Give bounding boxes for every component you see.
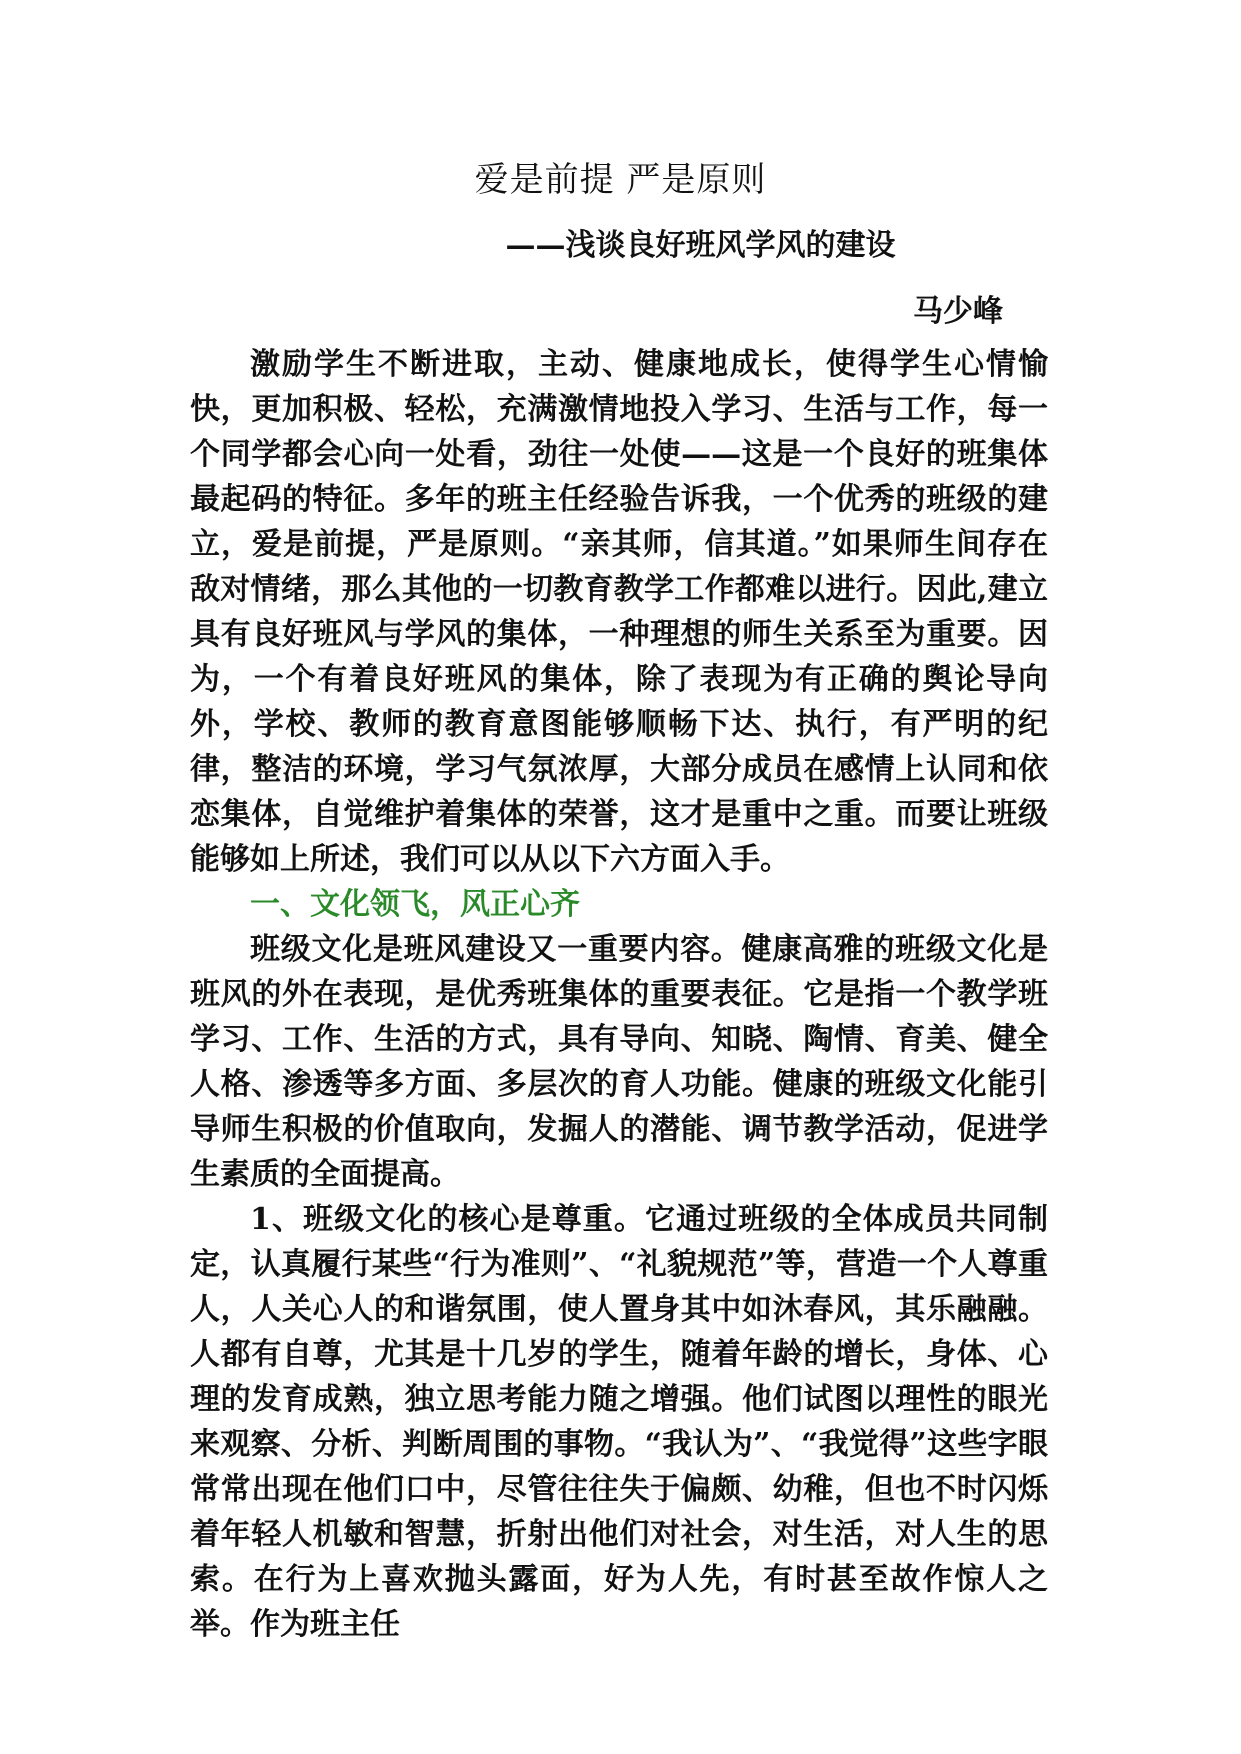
section-paragraph-1: 班级文化是班风建设又一重要内容。健康高雅的班级文化是班风的外在表现，是优秀班集体的重要表征。它是指一个教学班学习、工作、生活的方式，具有导向、知晓、陶情、育美、健全人格、渗透等多方面、多层次的育人功能。健康的班级文化能引导师生积极的价值取向，发掘人的潜能、调节教学活动，促进学生素质的全面提高。 bbox=[190, 932, 1048, 1192]
section-heading: 一、文化领飞，风正心齐 bbox=[250, 887, 580, 922]
document-body bbox=[190, 342, 1048, 1647]
author-name: 马少峰 bbox=[913, 294, 1003, 329]
document-subtitle: ——浅谈良好班风学风的建设 bbox=[505, 228, 896, 263]
section-paragraph-2: 1、班级文化的核心是尊重。它通过班级的全体成员共同制定，认真履行某些“行为准则”、“礼貌规范”等，营造一个人尊重人，人关心人的和谐氛围，使人置身其中如沐春风，其乐融融。人都有自尊，尤其是十几岁的学生，随着年龄的增长，身体、心理的发育成熟，独立思考能力随之增强。他们试图以理性的眼光来观察、分析、判断周围的事物。“我认为”、“我觉得”这些字眼常常出现在他们口中，尽管往往失于偏颇、幼稚，但也不时闪烁着年轻人机敏和智慧，折射出他们对社会，对生活，对人生的思索。在行为上喜欢抛头露面，好为人先，有时甚至故作惊人之举。作为班主任 bbox=[190, 1202, 1048, 1642]
document-title: 爱是前提 严是原则 bbox=[474, 160, 767, 200]
intro-paragraph: 激励学生不断进取，主动、健康地成长，使得学生心情愉快，更加积极、轻松，充满激情地投入学习、生活与工作，每一个同学都会心向一处看，劲往一处使——这是一个良好的班集体最起码的特征。多年的班主任经验告诉我，一个优秀的班级的建立，爱是前提，严是原则。“亲其师，信其道。”如果师生间存在敌对情绪，那么其他的一切教育教学工作都难以进行。因此,建立具有良好班风与学风的集体，一种理想的师生关系至为重要。因为，一个有着良好班风的集体，除了表现为有正确的舆论导向外，学校、教师的教育意图能够顺畅下达、执行，有严明的纪律，整洁的环境，学习气氛浓厚，大部分成员在感情上认同和依恋集体，自觉维护着集体的荣誉，这才是重中之重。而要让班级能够如上所述，我们可以从以下六方面入手。 bbox=[190, 347, 1048, 877]
